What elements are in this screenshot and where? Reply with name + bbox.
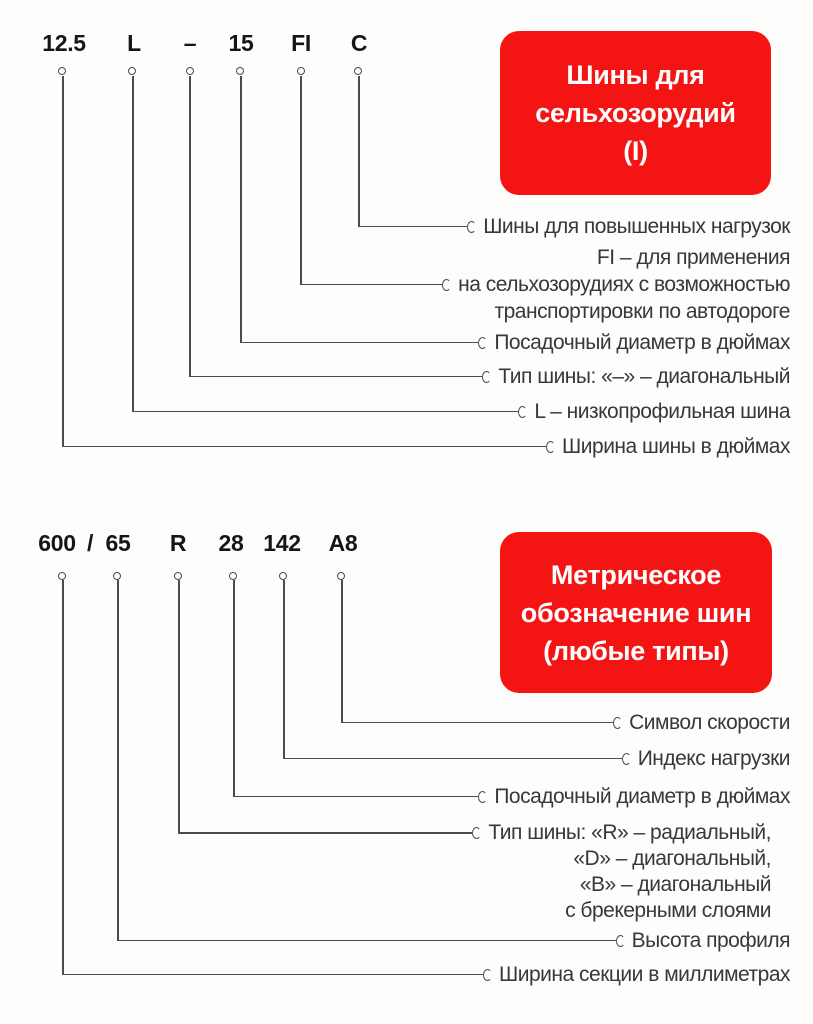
leader-dot-icon <box>128 67 136 75</box>
leader-dot-icon <box>236 67 244 75</box>
leader-arc-icon <box>622 753 631 765</box>
leader-dot-icon <box>113 572 121 580</box>
leader-line-horizontal <box>300 284 442 286</box>
callout-row <box>358 213 790 240</box>
code-part: C <box>350 30 368 56</box>
leader-line-horizontal <box>341 722 613 724</box>
badge-line: обозначение шин <box>520 597 752 628</box>
leader-line-horizontal <box>62 446 546 448</box>
code-part: 15 <box>228 30 254 56</box>
callout-label: Посадочный диаметр в дюймах <box>494 785 790 808</box>
leader-dot-icon <box>58 572 66 580</box>
leader-line-vertical <box>189 76 191 377</box>
leader-dot-icon <box>58 67 66 75</box>
leader-dot-icon <box>297 67 305 75</box>
callout-label: Высота профиля <box>631 929 790 952</box>
code-part: 12.5 <box>42 30 86 56</box>
leader-line-horizontal <box>189 376 482 378</box>
leader-line-horizontal <box>132 411 518 413</box>
callout-row <box>283 745 790 772</box>
leader-line-vertical <box>233 580 235 797</box>
leader-arc-icon <box>546 441 555 453</box>
leader-arc-icon <box>483 969 492 981</box>
code-part: 142 <box>263 530 301 556</box>
code-part: FI <box>291 30 311 56</box>
badge-line: Метрическое <box>550 559 722 590</box>
badge-line: сельхозорудий <box>535 98 736 128</box>
leader-line-vertical <box>283 580 285 759</box>
code-part: 65 <box>105 530 131 556</box>
callout-row <box>300 244 790 325</box>
callout-label: Ширина шины в дюймах <box>562 435 790 458</box>
leader-dot-icon <box>279 572 287 580</box>
leader-dot-icon <box>174 572 182 580</box>
leader-line-vertical <box>178 580 180 833</box>
leader-arc-icon <box>478 791 487 803</box>
callout-label-line: с брекерными слоями <box>565 899 771 922</box>
info-badge <box>500 31 771 195</box>
leader-line-vertical <box>62 76 64 447</box>
callout-row <box>132 398 790 425</box>
code-part: – <box>183 30 197 56</box>
callout-row <box>240 329 790 356</box>
callout-label-line: «D» – диагональный, <box>573 847 771 870</box>
leader-arc-icon <box>442 279 451 291</box>
callout-row <box>233 783 790 810</box>
leader-arc-icon <box>478 337 487 349</box>
callout-label-line: транспортировки по автодороге <box>494 300 790 323</box>
badge-line: (I) <box>623 136 648 166</box>
leader-line-horizontal <box>178 832 472 834</box>
leader-line-vertical <box>62 580 64 975</box>
callout-label: Символ скорости <box>629 711 790 734</box>
callout-label-line: Тип шины: «R» – радиальный, <box>488 821 771 844</box>
leader-line-vertical <box>358 76 360 227</box>
code-part: / <box>86 530 94 556</box>
code-part: A8 <box>328 530 358 556</box>
callout-label: Посадочный диаметр в дюймах <box>494 331 790 354</box>
leader-line-vertical <box>341 580 343 723</box>
leader-arc-icon <box>482 371 491 383</box>
leader-line-horizontal <box>233 796 478 798</box>
leader-line-horizontal <box>117 940 616 942</box>
callout-label-line: на сельхозорудиях с возможностью <box>458 273 790 296</box>
badge-line: Шины для <box>566 60 705 90</box>
code-part: L <box>127 30 141 56</box>
callout-row <box>62 433 790 460</box>
callout-label <box>458 244 790 325</box>
leader-dot-icon <box>186 67 194 75</box>
callout-row <box>189 363 790 390</box>
leader-arc-icon <box>467 221 476 233</box>
callout-row <box>178 820 771 924</box>
callout-label <box>488 820 771 924</box>
leader-line-vertical <box>240 76 242 343</box>
code-part: 600 <box>38 530 76 556</box>
code-part: R <box>169 530 187 556</box>
leader-line-vertical <box>132 76 134 412</box>
leader-line-horizontal <box>358 226 467 228</box>
callout-label-line: FI – для применения <box>596 246 790 269</box>
callout-row <box>62 961 790 988</box>
callout-label-line: «B» – диагональный <box>579 873 771 896</box>
leader-line-horizontal <box>283 758 622 760</box>
info-badge <box>500 532 772 693</box>
leader-dot-icon <box>229 572 237 580</box>
callout-label: L – низкопрофильная шина <box>534 400 790 423</box>
badge-line: (любые типы) <box>543 635 729 666</box>
leader-line-horizontal <box>240 342 478 344</box>
leader-arc-icon <box>616 935 625 947</box>
callout-row <box>117 927 790 954</box>
leader-dot-icon <box>354 67 362 75</box>
callout-label: Тип шины: «–» – диагональный <box>498 365 790 388</box>
code-part: 28 <box>218 530 244 556</box>
leader-arc-icon <box>613 717 622 729</box>
leader-dot-icon <box>337 572 345 580</box>
leader-arc-icon <box>518 406 527 418</box>
callout-label: Шины для повышенных нагрузок <box>483 215 790 238</box>
leader-line-vertical <box>117 580 119 941</box>
callout-label: Индекс нагрузки <box>637 747 790 770</box>
callout-row <box>341 709 790 736</box>
leader-line-horizontal <box>62 974 483 976</box>
leader-arc-icon <box>472 827 481 839</box>
callout-label: Ширина секции в миллиметрах <box>499 963 790 986</box>
